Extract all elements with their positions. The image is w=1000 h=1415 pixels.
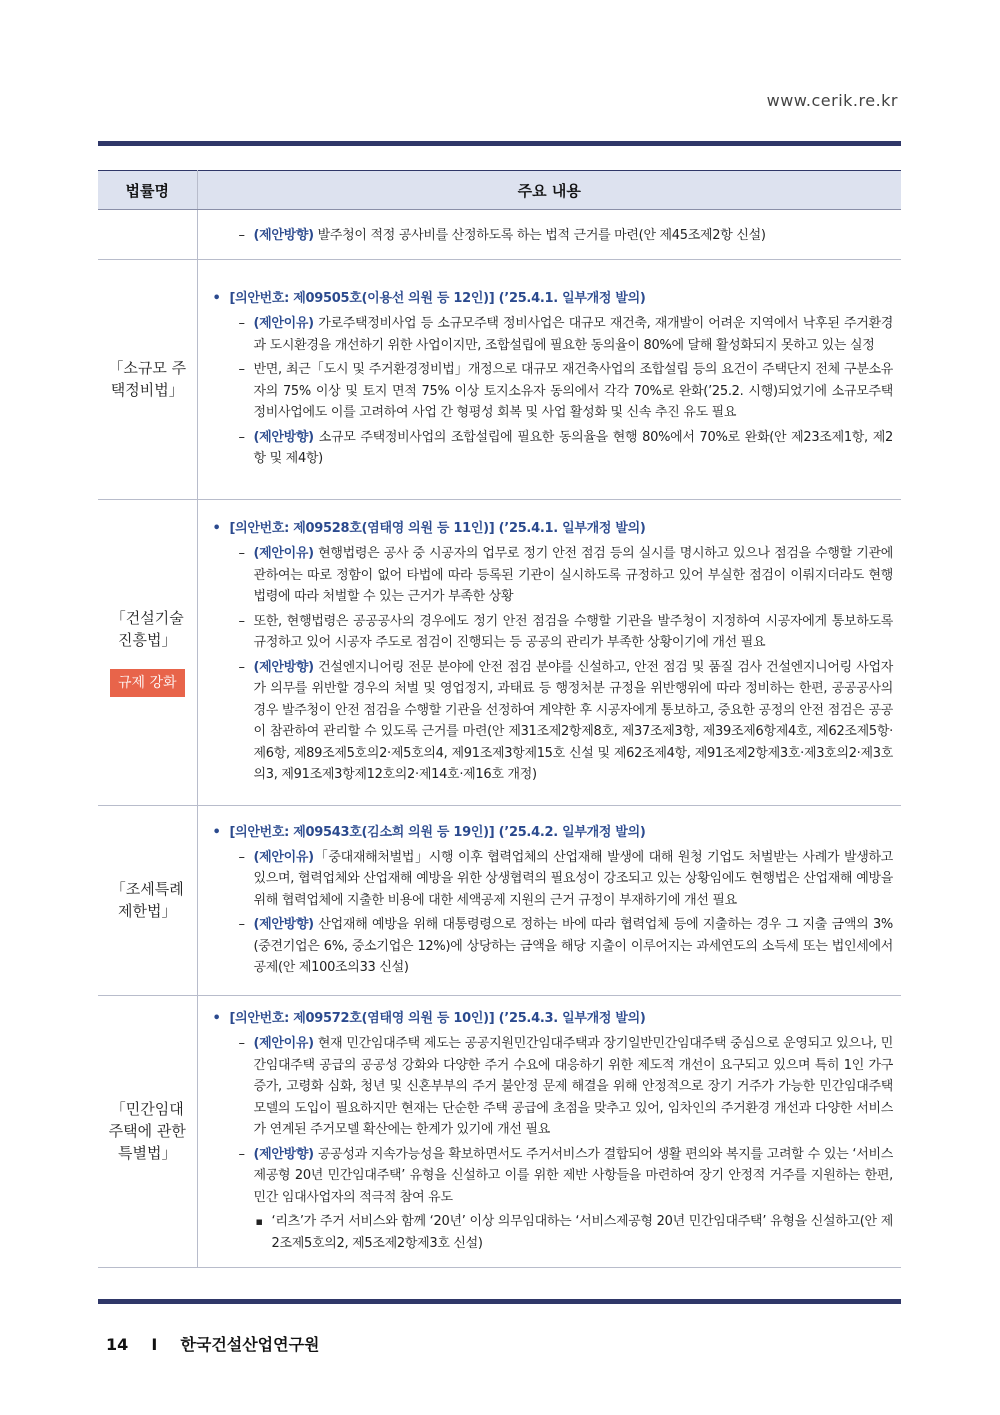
law-name: 「건설기술 진흥법」 xyxy=(110,609,184,649)
footer-separator: I xyxy=(151,1335,158,1354)
content-cell xyxy=(197,499,901,805)
item-text: 소규모 주택정비사업의 조합설립에 필요한 동의율을 현행 80%에서 70%로 완화(안 제23조제1항, 제2항 및 제4항) xyxy=(253,429,893,467)
item-lead-label: (제안이유) xyxy=(253,546,314,562)
content-item xyxy=(206,657,894,786)
table-header-row xyxy=(98,171,901,210)
item-text: 또한, 현행법령은 공공공사의 경우에도 정기 안전 점검을 수행할 기관을 발주청이 지정하여 시공자에게 통보하도록 규정하고 있어 시공자 주도로 점검이 진행되는 등 공공의 관리가 부족한 상황이기에 개선 필요 xyxy=(253,613,893,651)
item-text: 산업재해 예방을 위해 대통령령으로 정하는 바에 따라 협력업체 등에 지출하는 경우 그 지출 금액의 3%(중견기업은 6%, 중소기업은 12%)에 상당하는 금액을 해당 지출이 이루어지는 과세연도의 소득세 또는 법인세에서 공제(안 제100조의33 신설) xyxy=(253,917,893,975)
item-text: 「중대재해처벌법」시행 이후 협력업체의 산업재해 발생에 대해 원청 기업도 처벌받는 사례가 발생하고 있으며, 협력업체와 산업재해 예방을 위한 상생협력의 필요성이 강조되고 있는 상황임에도 현행법은 산업재해 예방을 위해 협력업체에 지출한 비용에 대한 세액공제 지원의 근거 규정이 부재하기에 개선 필요 xyxy=(253,849,893,908)
item-text: 가로주택정비사업 등 소규모주택 정비사업은 대규모 재건축, 재개발이 어려운 지역에서 낙후된 주거환경과 도시환경을 개선하기 위한 사업이지만, 조합설립에 필요한 동의율이 80%에 달해 활성화되지 못하고 있는 실정 xyxy=(253,316,893,353)
bill-number: • [의안번호: 제09572호(염태영 의원 등 10인)] (’25.4.3. 일부개정 발의) xyxy=(206,1008,894,1030)
item-text: 발주청이 적정 공사비를 산정하도록 하는 법적 근거를 마련(안 제45조제2항 신설) xyxy=(313,228,766,243)
law-name-cell xyxy=(98,499,197,805)
content-item xyxy=(206,914,894,979)
content-item xyxy=(206,611,894,654)
column-header-law: 법률명 xyxy=(98,171,197,210)
table-row xyxy=(98,210,901,260)
table-row xyxy=(98,259,901,499)
item-text: 건설엔지니어링 전문 분야에 안전 점검 분야를 신설하고, 안전 점검 및 품질 검사 건설엔지니어링 사업자가 의무를 위반할 경우의 처벌 및 영업정지, 과태료 등 행정처분 규정을 위반행위에 따라 정비하는 한편, 공공공사의 경우 발주청이 안전 점검을 수행할 기관을 선정하여 계약한 후 시공자에게 통보하고, 중요한 공정의 안전 점검은 공공이 참관하여 관리할 수 있도록 근거를 마련(안 제31조제2항제8호, 제37조제3항, 제39조제6항제4호, 제62조제5항·제6항, 제89조제5호의2·제5호의4, 제91조제3항제15호 신설 및 제62조제4항, 제91조제2항제3호·제3호의2·제3호의3, 제91조제3항제12호의2·제14호·제16호 개정) xyxy=(253,659,893,783)
content-cell xyxy=(197,995,901,1267)
content-item xyxy=(206,847,894,912)
content-item xyxy=(206,1144,894,1209)
bottom-rule xyxy=(98,1299,901,1304)
law-table xyxy=(98,170,901,1268)
law-name-cell xyxy=(98,805,197,995)
content-item xyxy=(206,427,894,470)
item-text: 반면, 최근「도시 및 주거환경정비법」개정으로 대규모 재건축사업의 조합설립 등의 요건이 주택단지 전체 구분소유자의 75% 이상 및 토지 면적 75% 이상 토지소유자 동의에서 각각 70%로 완화(’25.2. 시행)되었기에 소규모주택 정비사업에도 이를 고려하여 사업 간 형평성 회복 및 사업 활성화 및 신속 추진 유도 필요 xyxy=(253,362,893,421)
top-rule xyxy=(98,141,901,146)
law-name-cell xyxy=(98,210,197,260)
item-lead-label: (제안방향) xyxy=(253,917,314,932)
item-lead-label: (제안방향) xyxy=(253,1146,314,1162)
bill-number: • [의안번호: 제09528호(염태영 의원 등 11인)] (’25.4.1. 일부개정 발의) xyxy=(206,518,894,540)
bill-number: • [의안번호: 제09543호(김소희 의원 등 19인)] (’25.4.2. 일부개정 발의) xyxy=(206,822,894,844)
table-row xyxy=(98,805,901,995)
law-name: 「민간임대 주택에 관한 특별법」 xyxy=(108,1100,186,1162)
item-lead-label: (제안이유) xyxy=(253,1036,314,1051)
bill-number: • [의안번호: 제09505호(이용선 의원 등 12인)] (’25.4.1. 일부개정 발의) xyxy=(206,288,894,310)
footer xyxy=(106,1332,320,1355)
content-cell xyxy=(197,210,901,260)
item-lead-label: (제안방향) xyxy=(253,228,314,243)
organization-name: 한국건설산업연구원 xyxy=(180,1335,320,1354)
item-lead-label: (제안이유) xyxy=(253,849,314,865)
item-lead-label: (제안방향) xyxy=(253,659,314,675)
table-row xyxy=(98,995,901,1267)
content-sub-item: ▪ ‘리츠’가 주거 서비스와 함께 ‘20년’ 이상 의무임대하는 ‘서비스제공형 20년 민간임대주택’ 유형을 신설하고(안 제2조제5호의2, 제5조제2항제3호 신설) xyxy=(206,1211,894,1254)
content-item xyxy=(206,313,894,356)
law-name: 「소규모 주택정비법」 xyxy=(108,359,187,399)
law-name-cell xyxy=(98,995,197,1267)
item-lead-label: (제안이유) xyxy=(253,316,314,332)
site-url[interactable]: www.cerik.re.kr xyxy=(766,91,898,110)
item-text: 공공성과 지속가능성을 확보하면서도 주거서비스가 결합되어 생활 편의와 복지를 고려할 수 있는 ‘서비스제공형 20년 민간임대주택’ 유형을 신설하고 이를 위한 제반 사항들을 마련하여 장기 안정적 거주를 지원하는 한편, 민간 임대사업자의 적극적 참여 유도 xyxy=(253,1146,893,1205)
item-text: 현재 민간임대주택 제도는 공공지원민간임대주택과 장기일반민간임대주택 중심으로 운영되고 있으나, 민간임대주택 공급의 공공성 강화와 다양한 주거 수요에 대응하기 위한 제도적 개선이 요구되고 있으며 특히 1인 가구 증가, 고령화 심화, 청년 및 신혼부부의 주거 불안정 문제 해결을 위해 안정적으로 장기 거주가 가능한 민간임대주택 모델의 도입이 필요하지만 현재는 단순한 주택 공급에 초점을 맞추고 있어, 임차인의 주거환경 개선과 다양한 서비스가 연계된 주거모델 확산에는 한계가 있기에 개선 필요 xyxy=(253,1036,893,1137)
table-row xyxy=(98,499,901,805)
content-cell xyxy=(197,259,901,499)
regulation-tag-badge: 규제 강화 xyxy=(110,669,185,697)
content-cell xyxy=(197,805,901,995)
law-name-cell xyxy=(98,259,197,499)
column-header-content: 주요 내용 xyxy=(197,171,901,210)
item-text: 현행법령은 공사 중 시공자의 업무로 정기 안전 점검 등의 실시를 명시하고 있으나 점검을 수행할 기관에 관하여는 따로 정함이 없어 타법에 따라 등록된 기관이 실시하도록 규정하고 있어 부실한 점검이 이뤄지더라도 현행법령에 따라 처벌할 수 있는 근거가 부족한 상황 xyxy=(253,546,893,605)
content-item xyxy=(206,543,894,608)
page-number: 14 xyxy=(106,1335,129,1354)
law-name: 「조세특례 제한법」 xyxy=(110,880,184,920)
content-item xyxy=(206,225,894,247)
item-lead-label: (제안방향) xyxy=(253,429,314,445)
table-body xyxy=(98,210,901,1268)
content-item xyxy=(206,1033,894,1141)
content-item xyxy=(206,359,894,424)
